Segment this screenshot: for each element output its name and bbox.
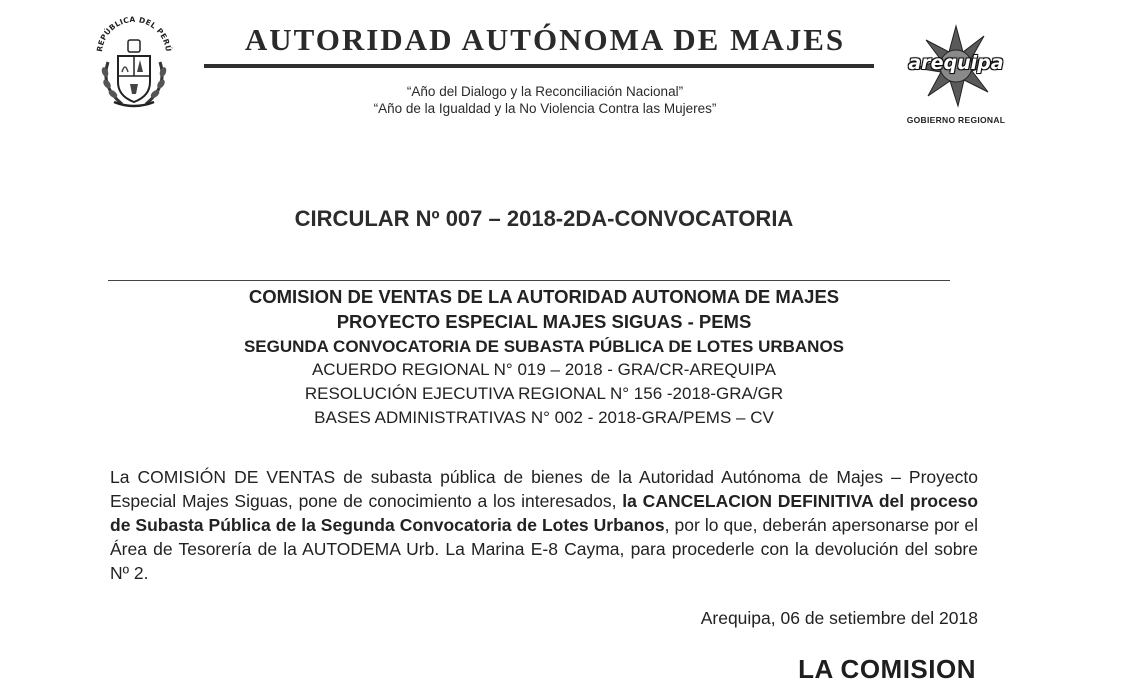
reference-acuerdo: ACUERDO REGIONAL N° 019 – 2018 - GRA/CR-AREQUIPA: [311, 360, 777, 379]
logo-caption: GOBIERNO REGIONAL: [906, 115, 1006, 125]
svg-text:REPÚBLICA DEL PERÚ: REPÚBLICA DEL PERÚ: [95, 14, 174, 53]
section-divider: [108, 280, 950, 281]
motto-line-1: “Año del Dialogo y la Reconciliación Nacional”: [406, 84, 684, 99]
coat-of-arms-icon: [92, 14, 176, 112]
circular-title: CIRCULAR Nº 007 – 2018-2DA-CONVOCATORIA: [294, 206, 794, 231]
body-paragraph: [110, 465, 978, 585]
motto-line-2: “Año de la Igualdad y la No Violencia Contra las Mujeres”: [373, 101, 717, 116]
header-divider: [204, 64, 874, 68]
signature-line: LA COMISION: [798, 654, 976, 684]
reference-bases: BASES ADMINISTRATIVAS N° 002 - 2018-GRA/PEMS – CV: [314, 408, 774, 427]
committee-line-3: SEGUNDA CONVOCATORIA DE SUBASTA PÚBLICA DE LOTES URBANOS: [243, 337, 845, 356]
body-text-part-3: , por lo que, deberán apersonarse por el Área de Tesorería de la AUTODEMA Urb. La Marina E-8 Cayma, para procederle con la devolución del sobre Nº 2.: [110, 515, 978, 583]
logo-wordmark: arequipa: [908, 52, 1004, 74]
body-text-emphasis: la CANCELACION DEFINITIVA del proceso de Subasta Pública de la Segunda Convocatoria de Lotes Urbanos: [110, 491, 979, 535]
institution-title: AUTORIDAD AUTÓNOMA DE MAJES: [244, 22, 846, 57]
committee-line-1: COMISION DE VENTAS DE LA AUTORIDAD AUTONOMA DE MAJES: [248, 286, 840, 307]
committee-line-2: PROYECTO ESPECIAL MAJES SIGUAS - PEMS: [336, 311, 752, 332]
reference-resolucion: RESOLUCIÓN EJECUTIVA REGIONAL N° 156 -2018-GRA/GR: [304, 384, 784, 403]
place-and-date: Arequipa, 06 de setiembre del 2018: [700, 608, 978, 628]
body-text-part-1: La COMISIÓN DE VENTAS de subasta pública de bienes de la Autoridad Autónoma de Majes – Proyecto Especial Majes Siguas, pone de conocimiento a los interesados,: [110, 467, 978, 511]
